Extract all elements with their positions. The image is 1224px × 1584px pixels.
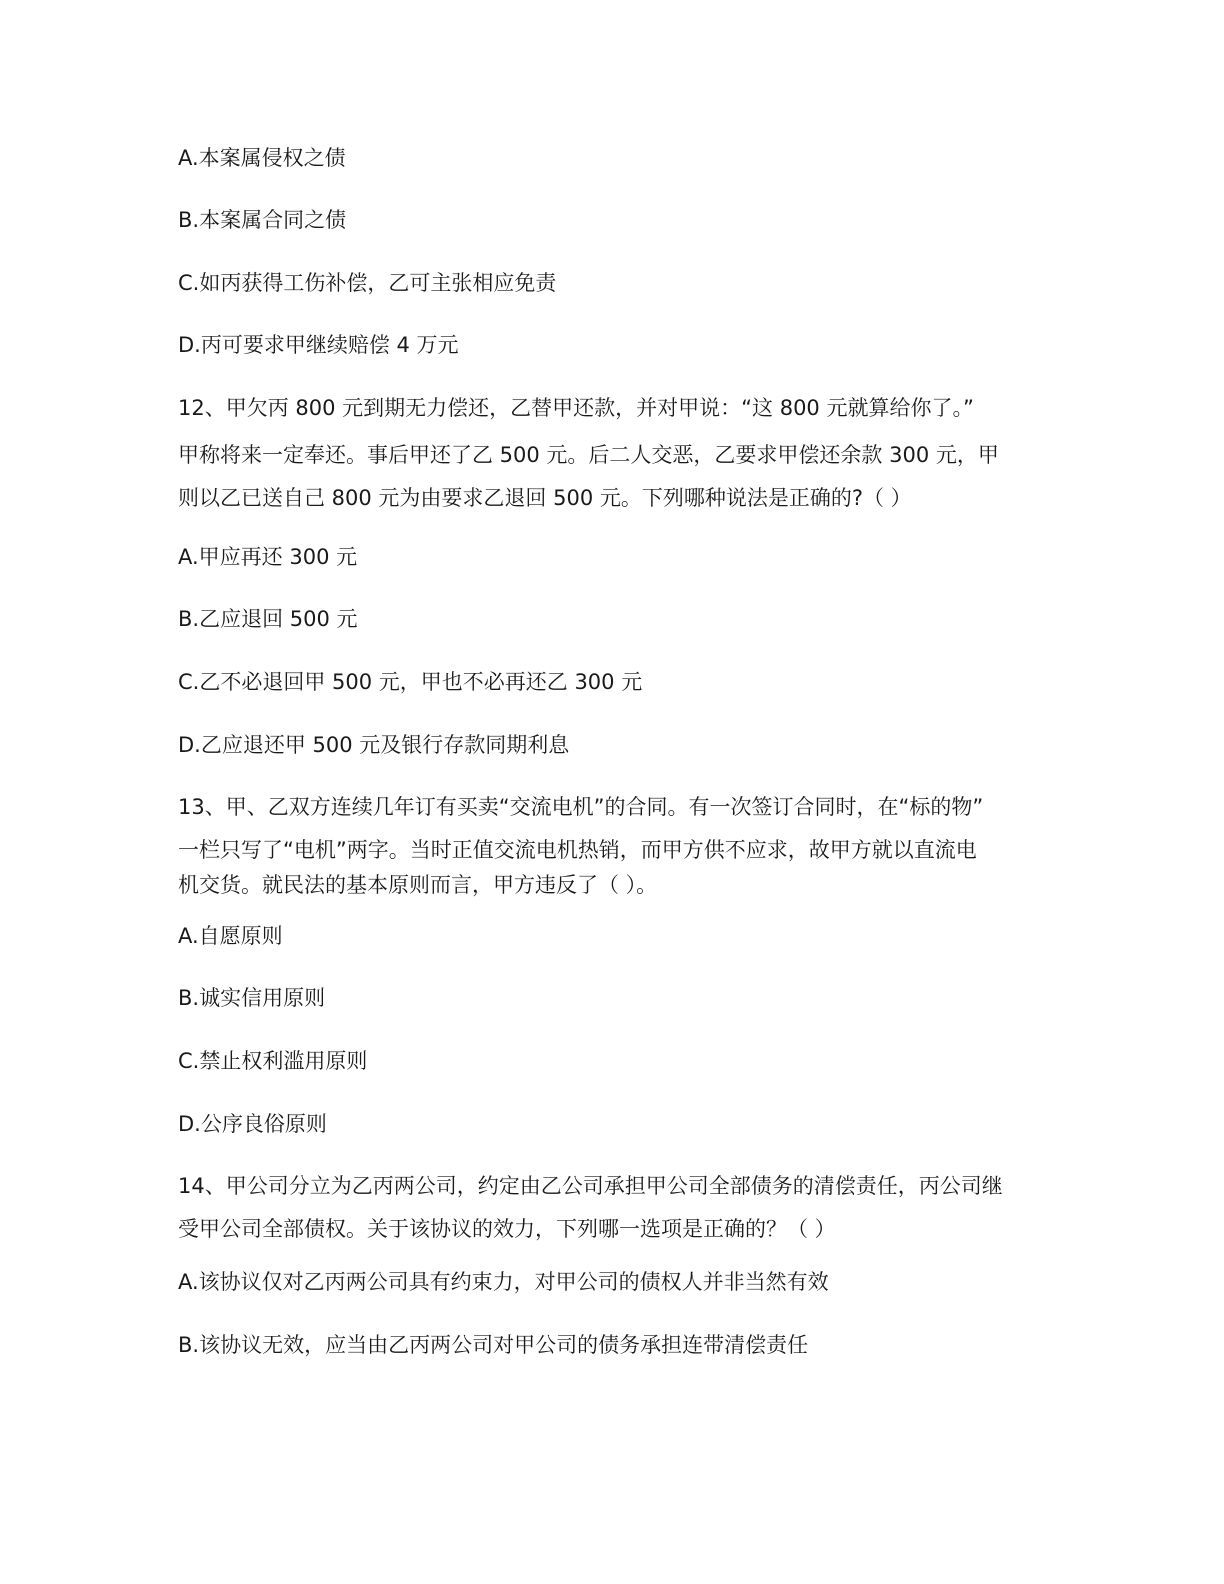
q11-option-b: B.本案属合同之债 xyxy=(178,208,347,232)
q13-option-d: D.公序良俗原则 xyxy=(178,1112,327,1136)
q13-stem-line-1: 13、甲、乙双方连续几年订有买卖“交流电机”的合同。有一次签订合同时，在“标的物” xyxy=(178,795,984,819)
q12-stem-line-3: 则以乙已送自己 800 元为由要求乙退回 500 元。下列哪种说法是正确的?（ ） xyxy=(178,486,912,510)
q13-option-c: C.禁止权利滥用原则 xyxy=(178,1049,368,1073)
q11-option-d: D.丙可要求甲继续赔偿 4 万元 xyxy=(178,333,459,357)
q12-option-a: A.甲应再还 300 元 xyxy=(178,545,358,569)
q13-option-a: A.自愿原则 xyxy=(178,924,283,948)
q11-option-a: A.本案属侵权之债 xyxy=(178,146,346,170)
q12-option-d: D.乙应退还甲 500 元及银行存款同期利息 xyxy=(178,733,570,757)
q12-stem-line-2: 甲称将来一定奉还。事后甲还了乙 500 元。后二人交恶，乙要求甲偿还余款 300 元，甲 xyxy=(178,443,999,467)
q14-option-a: A.该协议仅对乙丙两公司具有约束力，对甲公司的债权人并非当然有效 xyxy=(178,1270,829,1294)
q14-stem-line-2: 受甲公司全部债权。关于该协议的效力，下列哪一选项是正确的？（ ） xyxy=(178,1217,836,1241)
q12-stem-line-1: 12、甲欠丙 800 元到期无力偿还，乙替甲还款，并对甲说：“这 800 元就算给你了。” xyxy=(178,396,974,420)
q14-stem-line-1: 14、甲公司分立为乙丙两公司，约定由乙公司承担甲公司全部债务的清偿责任，丙公司继 xyxy=(178,1174,1003,1198)
q12-option-b: B.乙应退回 500 元 xyxy=(178,607,358,631)
q11-option-c: C.如丙获得工伤补偿，乙可主张相应免责 xyxy=(178,271,557,295)
q13-stem-line-3: 机交货。就民法的基本原则而言，甲方违反了（ ）。 xyxy=(178,873,658,897)
q13-stem-line-2: 一栏只写了“电机”两字。当时正值交流电机热销，而甲方供不应求，故甲方就以直流电 xyxy=(178,838,977,862)
q14-option-b: B.该协议无效，应当由乙丙两公司对甲公司的债务承担连带清偿责任 xyxy=(178,1333,809,1357)
q13-option-b: B.诚实信用原则 xyxy=(178,986,326,1010)
q12-option-c: C.乙不必退回甲 500 元，甲也不必再还乙 300 元 xyxy=(178,670,643,694)
